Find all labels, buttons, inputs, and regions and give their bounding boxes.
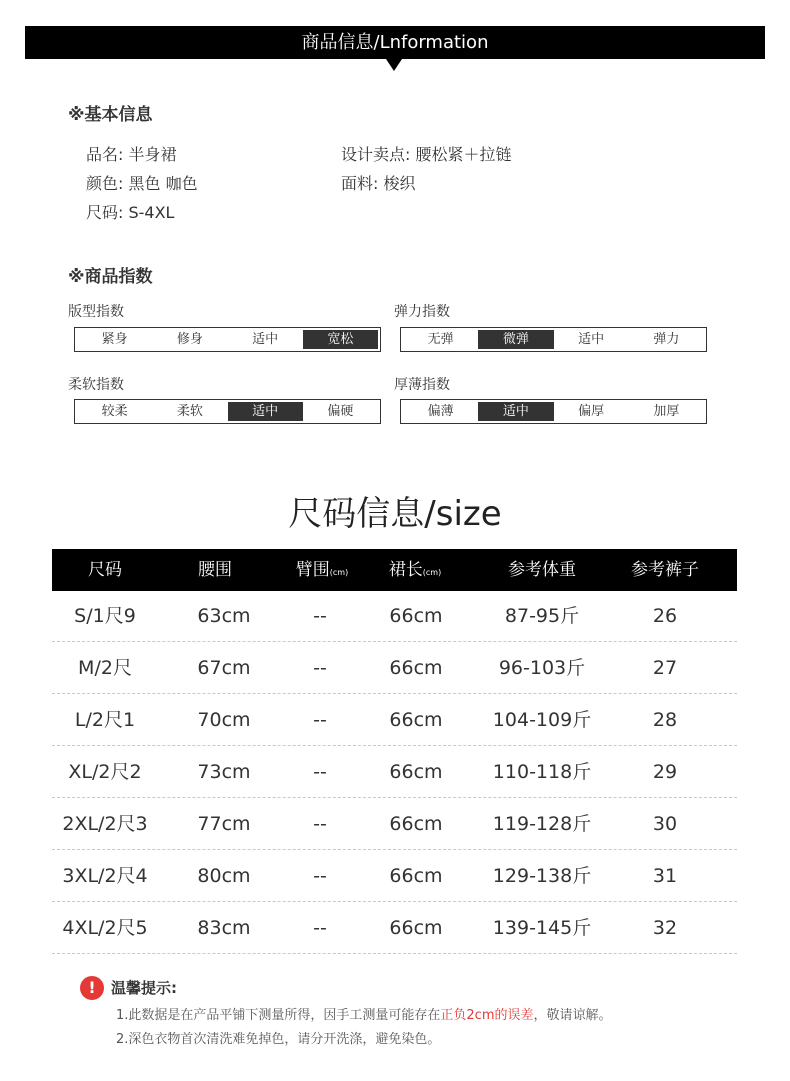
elasticity-index-scale [400, 327, 707, 352]
scale-option-selected: 适中 [228, 402, 303, 421]
scale-option: 紧身 [101, 332, 128, 347]
cell-arm: -- [313, 605, 327, 627]
tip-line-1: 1.此数据是在产品平铺下测量所得，因手工测量可能存在正负2cm的误差，敬请谅解。 [116, 1008, 612, 1023]
cell-waist: 63cm [197, 605, 251, 627]
header-arm: 臂围(cm) [295, 560, 349, 580]
size-section-title: 尺码信息/size [288, 494, 502, 534]
cell-arm: -- [313, 813, 327, 835]
info-fabric: 面料: 梭织 [341, 174, 416, 193]
scale-option: 柔软 [176, 404, 203, 419]
product-index-title: ※商品指数 [68, 267, 153, 287]
info-product-name: 品名: 半身裙 [86, 145, 177, 164]
table-row [52, 694, 737, 746]
cell-waist: 77cm [197, 813, 251, 835]
info-color: 颜色: 黑色 咖色 [86, 174, 198, 193]
cell-size: L/2尺1 [74, 709, 136, 731]
cell-waist: 83cm [197, 917, 251, 939]
basic-info-title: ※基本信息 [68, 105, 153, 125]
fit-index-label: 版型指数 [68, 304, 124, 320]
table-row [52, 850, 737, 902]
cell-length: 66cm [389, 709, 443, 731]
banner-title: 商品信息/Lnformation [301, 32, 489, 53]
cell-weight: 96-103斤 [498, 657, 586, 679]
cell-size: XL/2尺2 [68, 761, 142, 783]
header-length: 裙长(cm) [388, 560, 442, 580]
scale-option-selected: 宽松 [303, 330, 378, 349]
size-table-header [52, 549, 737, 591]
scale-option: 偏硬 [327, 404, 354, 419]
table-row [52, 798, 737, 850]
cell-size: 3XL/2尺4 [62, 865, 148, 887]
table-row [52, 746, 737, 798]
cell-length: 66cm [389, 865, 443, 887]
cell-length: 66cm [389, 761, 443, 783]
header-waist: 腰围 [198, 560, 232, 580]
cell-length: 66cm [389, 813, 443, 835]
scale-option: 偏厚 [578, 404, 605, 419]
scale-option: 加厚 [653, 404, 680, 419]
cell-size: M/2尺 [78, 657, 132, 679]
cell-weight: 129-138斤 [492, 865, 592, 887]
cell-waist: 70cm [197, 709, 251, 731]
scale-option: 修身 [176, 332, 203, 347]
cell-arm: -- [313, 657, 327, 679]
scale-option: 偏薄 [427, 404, 454, 419]
cell-pants: 26 [652, 605, 678, 627]
tips-title: 温馨提示: [111, 979, 177, 997]
scale-option: 无弹 [427, 332, 454, 347]
scale-option: 适中 [578, 332, 605, 347]
cell-size: 4XL/2尺5 [62, 917, 148, 939]
header-pants: 参考裤子 [631, 560, 699, 580]
cell-pants: 32 [652, 917, 678, 939]
cell-pants: 30 [652, 813, 678, 835]
table-row [52, 902, 737, 954]
table-row [52, 590, 737, 642]
scale-option-selected: 适中 [478, 402, 553, 421]
thickness-index-label: 厚薄指数 [394, 377, 450, 393]
cell-arm: -- [313, 761, 327, 783]
cell-pants: 29 [652, 761, 678, 783]
cell-weight: 104-109斤 [492, 709, 592, 731]
cell-weight: 119-128斤 [492, 813, 592, 835]
cell-length: 66cm [389, 917, 443, 939]
cell-size: S/1尺9 [74, 605, 136, 627]
cell-pants: 27 [652, 657, 678, 679]
cell-waist: 80cm [197, 865, 251, 887]
cell-length: 66cm [389, 657, 443, 679]
cell-weight: 87-95斤 [504, 605, 580, 627]
softness-index-label: 柔软指数 [68, 377, 124, 393]
cell-size: 2XL/2尺3 [62, 813, 148, 835]
cell-arm: -- [313, 709, 327, 731]
cell-length: 66cm [389, 605, 443, 627]
cell-arm: -- [313, 917, 327, 939]
header-weight: 参考体重 [508, 560, 576, 580]
elasticity-index-label: 弹力指数 [394, 304, 450, 320]
cell-weight: 110-118斤 [492, 761, 592, 783]
cell-pants: 31 [652, 865, 678, 887]
scale-option-selected: 微弹 [478, 330, 553, 349]
banner-notch [386, 59, 402, 71]
cell-pants: 28 [652, 709, 678, 731]
scale-option: 适中 [252, 332, 279, 347]
cell-waist: 67cm [197, 657, 251, 679]
scale-option: 弹力 [653, 332, 680, 347]
cell-waist: 73cm [197, 761, 251, 783]
header-banner [25, 26, 765, 59]
header-size: 尺码 [88, 560, 122, 580]
info-design-feature: 设计卖点: 腰松紧＋拉链 [341, 145, 512, 164]
tip-highlight: 正负2cm的误差 [440, 1008, 534, 1023]
warning-icon: ! [80, 976, 104, 1000]
tip-line-2: 2.深色衣物首次清洗难免掉色，请分开洗涤，避免染色。 [116, 1032, 441, 1047]
thickness-index-scale [400, 399, 707, 424]
info-size-range: 尺码: S-4XL [86, 203, 175, 222]
fit-index-scale [74, 327, 381, 352]
cell-weight: 139-145斤 [492, 917, 592, 939]
table-row [52, 642, 737, 694]
cell-arm: -- [313, 865, 327, 887]
scale-option: 较柔 [101, 404, 128, 419]
softness-index-scale [74, 399, 381, 424]
